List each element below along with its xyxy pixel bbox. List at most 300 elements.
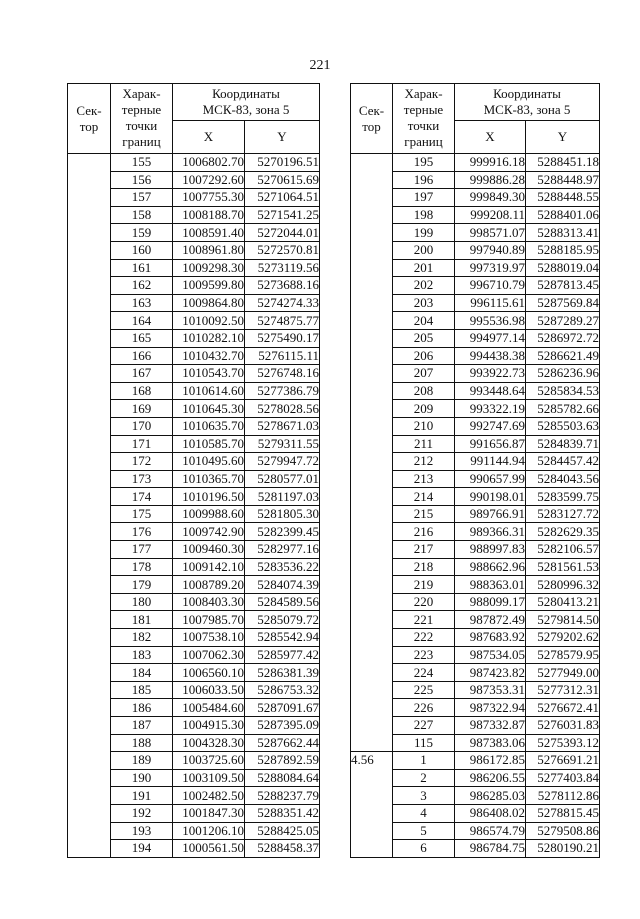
point-cell: 201 [393, 259, 455, 277]
table-row [351, 241, 600, 259]
point-cell: 213 [393, 470, 455, 488]
sector-cell [351, 717, 393, 735]
y-coordinate-cell: 5288019.04 [526, 259, 600, 277]
y-coordinate-cell: 5280190.21 [526, 840, 600, 858]
point-cell: 195 [393, 154, 455, 172]
sector-cell [351, 400, 393, 418]
point-cell: 177 [111, 541, 173, 559]
x-coordinate-cell: 1008591.40 [173, 224, 245, 242]
sector-cell [68, 382, 111, 400]
table-row [68, 822, 320, 840]
x-coordinate-cell: 1009988.60 [173, 505, 245, 523]
x-coordinate-cell: 987322.94 [455, 699, 526, 717]
point-cell: 210 [393, 417, 455, 435]
table-row [68, 382, 320, 400]
y-coordinate-cell: 5286236.96 [526, 365, 600, 383]
table-row [351, 329, 600, 347]
x-coordinate-cell: 1010495.60 [173, 453, 245, 471]
y-coordinate-cell: 5272570.81 [245, 241, 320, 259]
table-row [351, 505, 600, 523]
x-coordinate-cell: 1010196.50 [173, 488, 245, 506]
table-row [351, 189, 600, 207]
table-row [68, 224, 320, 242]
x-coordinate-cell: 1010432.70 [173, 347, 245, 365]
x-coordinate-cell: 1006560.10 [173, 664, 245, 682]
y-coordinate-cell: 5288084.64 [245, 769, 320, 787]
point-cell: 193 [111, 822, 173, 840]
x-coordinate-cell: 1010282.10 [173, 329, 245, 347]
sector-cell [351, 699, 393, 717]
y-coordinate-cell: 5288401.06 [526, 206, 600, 224]
x-coordinate-cell: 1010645.30 [173, 400, 245, 418]
y-coordinate-cell: 5283599.75 [526, 488, 600, 506]
x-coordinate-cell: 986574.79 [455, 822, 526, 840]
point-cell: 206 [393, 347, 455, 365]
x-coordinate-cell: 1009742.90 [173, 523, 245, 541]
x-coordinate-cell: 990657.99 [455, 470, 526, 488]
table-row [68, 734, 320, 752]
sector-cell [351, 206, 393, 224]
sector-cell [351, 382, 393, 400]
sector-cell [68, 541, 111, 559]
point-cell: 222 [393, 629, 455, 647]
table-row [351, 629, 600, 647]
table-row [351, 593, 600, 611]
x-coordinate-cell: 992747.69 [455, 417, 526, 435]
y-coordinate-cell: 5287091.67 [245, 699, 320, 717]
sector-header: Сек- тор [68, 84, 111, 154]
table-row [68, 206, 320, 224]
y-coordinate-cell: 5287892.59 [245, 752, 320, 770]
point-cell: 6 [393, 840, 455, 858]
x-coordinate-cell: 1007985.70 [173, 611, 245, 629]
point-cell: 175 [111, 505, 173, 523]
point-cell: 161 [111, 259, 173, 277]
sector-cell [68, 681, 111, 699]
x-coordinate-cell: 1007538.10 [173, 629, 245, 647]
y-coordinate-cell: 5286753.32 [245, 681, 320, 699]
y-coordinate-cell: 5285503.63 [526, 417, 600, 435]
sector-cell [68, 224, 111, 242]
y-coordinate-cell: 5288237.79 [245, 787, 320, 805]
x-coordinate-cell: 999849.30 [455, 189, 526, 207]
sector-cell [351, 224, 393, 242]
sector-cell [351, 576, 393, 594]
sector-cell [351, 294, 393, 312]
y-coordinate-cell: 5279508.86 [526, 822, 600, 840]
point-cell: 168 [111, 382, 173, 400]
y-coordinate-cell: 5278028.56 [245, 400, 320, 418]
y-coordinate-cell: 5283127.72 [526, 505, 600, 523]
y-coordinate-cell: 5283536.22 [245, 558, 320, 576]
point-cell: 200 [393, 241, 455, 259]
sector-cell [68, 699, 111, 717]
y-coordinate-cell: 5284589.56 [245, 593, 320, 611]
x-coordinate-cell: 986285.03 [455, 787, 526, 805]
point-cell: 178 [111, 558, 173, 576]
x-coordinate-cell: 988997.83 [455, 541, 526, 559]
sector-cell [351, 365, 393, 383]
y-coordinate-cell: 5276748.16 [245, 365, 320, 383]
sector-cell [68, 734, 111, 752]
table-row [351, 611, 600, 629]
y-coordinate-cell: 5287813.45 [526, 277, 600, 295]
x-coordinate-cell: 999208.11 [455, 206, 526, 224]
x-coordinate-cell: 990198.01 [455, 488, 526, 506]
y-coordinate-cell: 5276672.41 [526, 699, 600, 717]
sector-cell [68, 171, 111, 189]
point-cell: 226 [393, 699, 455, 717]
table-row [351, 769, 600, 787]
point-cell: 220 [393, 593, 455, 611]
x-coordinate-cell: 989766.91 [455, 505, 526, 523]
table-row [68, 523, 320, 541]
point-cell: 203 [393, 294, 455, 312]
sector-cell [351, 329, 393, 347]
point-cell: 188 [111, 734, 173, 752]
point-cell: 155 [111, 154, 173, 172]
point-cell: 215 [393, 505, 455, 523]
y-coordinate-cell: 5278671.03 [245, 417, 320, 435]
x-coordinate-cell: 987353.31 [455, 681, 526, 699]
table-row [351, 171, 600, 189]
x-coordinate-cell: 995536.98 [455, 312, 526, 330]
y-coordinate-cell: 5276115.11 [245, 347, 320, 365]
points-header: Харак- терные точки границ [111, 84, 173, 154]
x-coordinate-cell: 1010635.70 [173, 417, 245, 435]
y-coordinate-cell: 5287289.27 [526, 312, 600, 330]
table-row [351, 804, 600, 822]
y-coordinate-cell: 5288458.37 [245, 840, 320, 858]
point-cell: 224 [393, 664, 455, 682]
x-coordinate-cell: 1000561.50 [173, 840, 245, 858]
sector-cell [351, 558, 393, 576]
y-coordinate-cell: 5271064.51 [245, 189, 320, 207]
table-row [351, 294, 600, 312]
table-row [68, 329, 320, 347]
y-coordinate-cell: 5287395.09 [245, 717, 320, 735]
sector-cell [68, 787, 111, 805]
y-coordinate-cell: 5285782.66 [526, 400, 600, 418]
x-coordinate-cell: 998571.07 [455, 224, 526, 242]
table-row [68, 470, 320, 488]
y-coordinate-cell: 5285977.42 [245, 646, 320, 664]
point-cell: 191 [111, 787, 173, 805]
point-cell: 223 [393, 646, 455, 664]
table-row [68, 593, 320, 611]
x-coordinate-cell: 986784.75 [455, 840, 526, 858]
sector-cell [351, 664, 393, 682]
table-row [68, 804, 320, 822]
y-coordinate-cell: 5274875.77 [245, 312, 320, 330]
table-row [68, 241, 320, 259]
table-row [351, 558, 600, 576]
table-row [68, 681, 320, 699]
y-coordinate-cell: 5270196.51 [245, 154, 320, 172]
x-coordinate-cell: 1010585.70 [173, 435, 245, 453]
table-row [351, 453, 600, 471]
table-row [68, 171, 320, 189]
coordinates-table-right [350, 83, 600, 858]
sector-cell [68, 365, 111, 383]
sector-cell [351, 505, 393, 523]
x-coordinate-cell: 1005484.60 [173, 699, 245, 717]
point-cell: 214 [393, 488, 455, 506]
x-coordinate-cell: 999886.28 [455, 171, 526, 189]
sector-cell [351, 259, 393, 277]
y-coordinate-cell: 5272044.01 [245, 224, 320, 242]
sector-cell [68, 646, 111, 664]
sector-cell [68, 593, 111, 611]
y-coordinate-cell: 5284839.71 [526, 435, 600, 453]
sector-cell [351, 241, 393, 259]
y-header: Y [526, 121, 600, 154]
sector-cell [351, 541, 393, 559]
table-row [351, 752, 600, 770]
x-coordinate-cell: 996710.79 [455, 277, 526, 295]
sector-cell [68, 717, 111, 735]
table-row [351, 576, 600, 594]
sector-cell [351, 347, 393, 365]
y-coordinate-cell: 5288451.18 [526, 154, 600, 172]
table-row [68, 347, 320, 365]
sector-cell [351, 277, 393, 295]
point-cell: 184 [111, 664, 173, 682]
x-coordinate-cell: 999916.18 [455, 154, 526, 172]
point-cell: 5 [393, 822, 455, 840]
point-cell: 207 [393, 365, 455, 383]
y-coordinate-cell: 5277386.79 [245, 382, 320, 400]
y-coordinate-cell: 5275490.17 [245, 329, 320, 347]
y-coordinate-cell: 5274274.33 [245, 294, 320, 312]
sector-cell [351, 453, 393, 471]
x-coordinate-cell: 1010365.70 [173, 470, 245, 488]
y-coordinate-cell: 5278815.45 [526, 804, 600, 822]
y-coordinate-cell: 5277403.84 [526, 769, 600, 787]
sector-cell [68, 417, 111, 435]
sector-cell [351, 646, 393, 664]
y-coordinate-cell: 5287662.44 [245, 734, 320, 752]
table-row [351, 840, 600, 858]
x-coordinate-cell: 1009864.80 [173, 294, 245, 312]
sector-cell [351, 593, 393, 611]
sector-cell [351, 611, 393, 629]
table-row [351, 523, 600, 541]
table-row [351, 488, 600, 506]
table-row [68, 189, 320, 207]
y-coordinate-cell: 5277949.00 [526, 664, 600, 682]
y-coordinate-cell: 5279814.50 [526, 611, 600, 629]
sector-cell [351, 417, 393, 435]
x-coordinate-cell: 1010092.50 [173, 312, 245, 330]
sector-cell [351, 840, 393, 858]
y-coordinate-cell: 5286621.49 [526, 347, 600, 365]
y-coordinate-cell: 5278112.86 [526, 787, 600, 805]
y-coordinate-cell: 5276691.21 [526, 752, 600, 770]
x-coordinate-cell: 1007292.60 [173, 171, 245, 189]
point-cell: 198 [393, 206, 455, 224]
sector-cell [68, 206, 111, 224]
x-coordinate-cell: 1009142.10 [173, 558, 245, 576]
point-cell: 4 [393, 804, 455, 822]
points-header: Харак- терные точки границ [393, 84, 455, 154]
table-row [68, 154, 320, 172]
sector-cell [351, 681, 393, 699]
coordinates-header: Координаты МСК-83, зона 5 [173, 84, 320, 121]
table-row [351, 470, 600, 488]
x-coordinate-cell: 1001206.10 [173, 822, 245, 840]
y-coordinate-cell: 5288185.95 [526, 241, 600, 259]
sector-cell [68, 241, 111, 259]
x-coordinate-cell: 1003109.50 [173, 769, 245, 787]
table-row [68, 787, 320, 805]
table-row [68, 400, 320, 418]
point-cell: 225 [393, 681, 455, 699]
point-cell: 227 [393, 717, 455, 735]
point-cell: 208 [393, 382, 455, 400]
y-coordinate-cell: 5282106.57 [526, 541, 600, 559]
table-row [351, 277, 600, 295]
x-coordinate-cell: 989366.31 [455, 523, 526, 541]
x-coordinate-cell: 996115.61 [455, 294, 526, 312]
sector-cell [351, 822, 393, 840]
point-cell: 190 [111, 769, 173, 787]
x-coordinate-cell: 993922.73 [455, 365, 526, 383]
table-row [351, 224, 600, 242]
table-row [68, 646, 320, 664]
x-coordinate-cell: 993322.19 [455, 400, 526, 418]
point-cell: 186 [111, 699, 173, 717]
table-row [351, 435, 600, 453]
y-coordinate-cell: 5281197.03 [245, 488, 320, 506]
table-row [351, 681, 600, 699]
point-cell: 182 [111, 629, 173, 647]
y-coordinate-cell: 5286381.39 [245, 664, 320, 682]
point-cell: 179 [111, 576, 173, 594]
point-cell: 2 [393, 769, 455, 787]
table-row [68, 541, 320, 559]
point-cell: 196 [393, 171, 455, 189]
x-coordinate-cell: 987683.92 [455, 629, 526, 647]
sector-cell [68, 329, 111, 347]
y-coordinate-cell: 5280996.32 [526, 576, 600, 594]
point-cell: 202 [393, 277, 455, 295]
table-row [68, 259, 320, 277]
y-coordinate-cell: 5275393.12 [526, 734, 600, 752]
point-cell: 162 [111, 277, 173, 295]
x-header: X [455, 121, 526, 154]
table-row [351, 717, 600, 735]
point-cell: 115 [393, 734, 455, 752]
y-coordinate-cell: 5279311.55 [245, 435, 320, 453]
table-row [351, 365, 600, 383]
point-cell: 211 [393, 435, 455, 453]
table-row [351, 734, 600, 752]
y-coordinate-cell: 5286972.72 [526, 329, 600, 347]
table-row [351, 417, 600, 435]
y-coordinate-cell: 5279947.72 [245, 453, 320, 471]
y-coordinate-cell: 5279202.62 [526, 629, 600, 647]
sector-cell [68, 576, 111, 594]
sector-cell [68, 752, 111, 770]
sector-cell [68, 259, 111, 277]
table-row [351, 541, 600, 559]
sector-cell [68, 804, 111, 822]
point-cell: 217 [393, 541, 455, 559]
point-cell: 163 [111, 294, 173, 312]
point-cell: 158 [111, 206, 173, 224]
point-cell: 174 [111, 488, 173, 506]
point-cell: 165 [111, 329, 173, 347]
point-cell: 183 [111, 646, 173, 664]
x-coordinate-cell: 988363.01 [455, 576, 526, 594]
y-coordinate-cell: 5281561.53 [526, 558, 600, 576]
x-coordinate-cell: 1003725.60 [173, 752, 245, 770]
table-header [68, 84, 320, 154]
table-row [68, 488, 320, 506]
sector-cell [68, 505, 111, 523]
table-row [351, 206, 600, 224]
x-coordinate-cell: 1004915.30 [173, 717, 245, 735]
sector-cell [351, 488, 393, 506]
x-coordinate-cell: 994438.38 [455, 347, 526, 365]
point-cell: 166 [111, 347, 173, 365]
y-coordinate-cell: 5273688.16 [245, 277, 320, 295]
point-cell: 216 [393, 523, 455, 541]
x-coordinate-cell: 987332.87 [455, 717, 526, 735]
y-coordinate-cell: 5285834.53 [526, 382, 600, 400]
table-row [68, 699, 320, 717]
table-row [68, 629, 320, 647]
x-coordinate-cell: 987383.06 [455, 734, 526, 752]
page-number: 221 [309, 58, 331, 73]
sector-cell [68, 822, 111, 840]
x-coordinate-cell: 1008188.70 [173, 206, 245, 224]
y-coordinate-cell: 5270615.69 [245, 171, 320, 189]
x-header: X [173, 121, 245, 154]
point-cell: 205 [393, 329, 455, 347]
point-cell: 209 [393, 400, 455, 418]
point-cell: 199 [393, 224, 455, 242]
y-coordinate-cell: 5288351.42 [245, 804, 320, 822]
y-coordinate-cell: 5273119.56 [245, 259, 320, 277]
sector-cell [68, 840, 111, 858]
point-cell: 159 [111, 224, 173, 242]
x-coordinate-cell: 988099.17 [455, 593, 526, 611]
sector-cell [351, 629, 393, 647]
sector-cell [351, 154, 393, 172]
y-coordinate-cell: 5282629.35 [526, 523, 600, 541]
table-row [68, 769, 320, 787]
sector-cell [351, 470, 393, 488]
table-row [68, 558, 320, 576]
x-coordinate-cell: 987423.82 [455, 664, 526, 682]
table-row [68, 576, 320, 594]
x-coordinate-cell: 986206.55 [455, 769, 526, 787]
table-row [351, 382, 600, 400]
coordinates-table-left [67, 83, 320, 858]
table-row [68, 611, 320, 629]
y-coordinate-cell: 5282977.16 [245, 541, 320, 559]
x-coordinate-cell: 988662.96 [455, 558, 526, 576]
table-row [68, 717, 320, 735]
sector-cell [351, 523, 393, 541]
x-coordinate-cell: 1009298.30 [173, 259, 245, 277]
sector-cell [68, 558, 111, 576]
sector-cell [68, 189, 111, 207]
sector-cell [351, 787, 393, 805]
x-coordinate-cell: 997319.97 [455, 259, 526, 277]
